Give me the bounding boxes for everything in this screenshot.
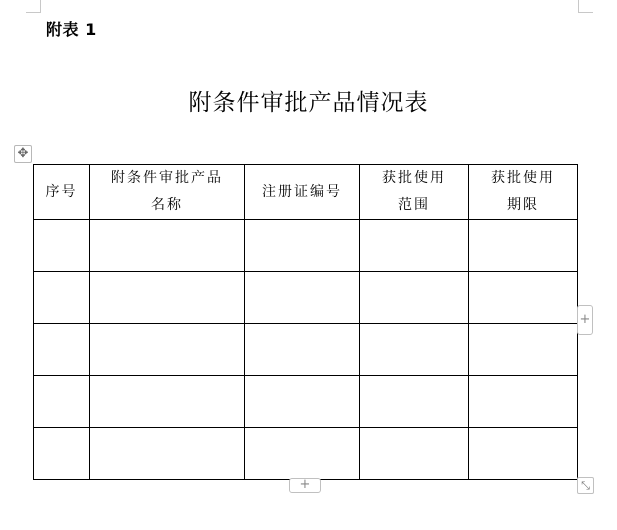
table-cell[interactable] bbox=[34, 324, 90, 376]
table-cell[interactable] bbox=[245, 324, 360, 376]
header-text: 获批使用 bbox=[491, 170, 555, 186]
header-cell-product-name[interactable] bbox=[90, 165, 245, 220]
document-title: 附条件审批产品情况表 bbox=[188, 90, 429, 116]
table-cell[interactable] bbox=[245, 272, 360, 324]
move-arrows-icon: ✥ bbox=[17, 146, 29, 161]
table-cell[interactable] bbox=[34, 376, 90, 428]
table-cell[interactable] bbox=[469, 376, 578, 428]
header-text: 附条件审批产品 bbox=[111, 170, 223, 186]
table-cell[interactable] bbox=[90, 220, 245, 272]
table-cell[interactable] bbox=[90, 428, 245, 480]
table-cell[interactable] bbox=[245, 376, 360, 428]
add-column-button[interactable] bbox=[577, 305, 593, 335]
table-move-handle[interactable] bbox=[14, 145, 32, 163]
table-cell[interactable] bbox=[34, 428, 90, 480]
header-text: 获批使用 bbox=[382, 170, 446, 186]
table-cell[interactable] bbox=[360, 428, 469, 480]
table-cell[interactable] bbox=[360, 324, 469, 376]
header-cell-registration-number[interactable] bbox=[245, 165, 360, 220]
table-cell[interactable] bbox=[360, 220, 469, 272]
header-text: 期限 bbox=[507, 197, 539, 213]
header-text: 名称 bbox=[151, 197, 183, 213]
page-corner-mark-left bbox=[26, 0, 41, 13]
table-cell[interactable] bbox=[469, 428, 578, 480]
header-cell-approved-period[interactable] bbox=[469, 165, 578, 220]
table-cell[interactable] bbox=[360, 272, 469, 324]
table-cell[interactable] bbox=[360, 376, 469, 428]
table-row bbox=[34, 376, 578, 428]
plus-icon: + bbox=[579, 312, 591, 327]
table-cell[interactable] bbox=[245, 220, 360, 272]
table-cell[interactable] bbox=[90, 324, 245, 376]
table-cell[interactable] bbox=[34, 220, 90, 272]
table-cell[interactable] bbox=[469, 324, 578, 376]
table-cell[interactable] bbox=[245, 428, 360, 480]
table-header-row bbox=[34, 165, 578, 220]
table-cell[interactable] bbox=[469, 272, 578, 324]
table-row bbox=[34, 428, 578, 480]
table-cell[interactable] bbox=[34, 272, 90, 324]
header-text: 注册证编号 bbox=[262, 183, 342, 200]
header-text: 序号 bbox=[45, 183, 78, 200]
table-resize-handle[interactable] bbox=[577, 477, 594, 494]
table-row bbox=[34, 272, 578, 324]
resize-diagonal-icon: ⤡ bbox=[581, 479, 590, 492]
add-row-button[interactable] bbox=[289, 478, 321, 493]
page-corner-mark-right bbox=[578, 0, 593, 13]
product-table bbox=[33, 164, 578, 480]
table-row bbox=[34, 220, 578, 272]
table-row bbox=[34, 324, 578, 376]
table-cell[interactable] bbox=[469, 220, 578, 272]
header-text: 范围 bbox=[398, 197, 430, 213]
table-cell[interactable] bbox=[90, 272, 245, 324]
appendix-label: 附表 1 bbox=[46, 20, 97, 39]
header-cell-serial[interactable] bbox=[34, 165, 90, 220]
header-cell-approved-scope[interactable] bbox=[360, 165, 469, 220]
table-cell[interactable] bbox=[90, 376, 245, 428]
plus-icon: + bbox=[299, 477, 311, 492]
